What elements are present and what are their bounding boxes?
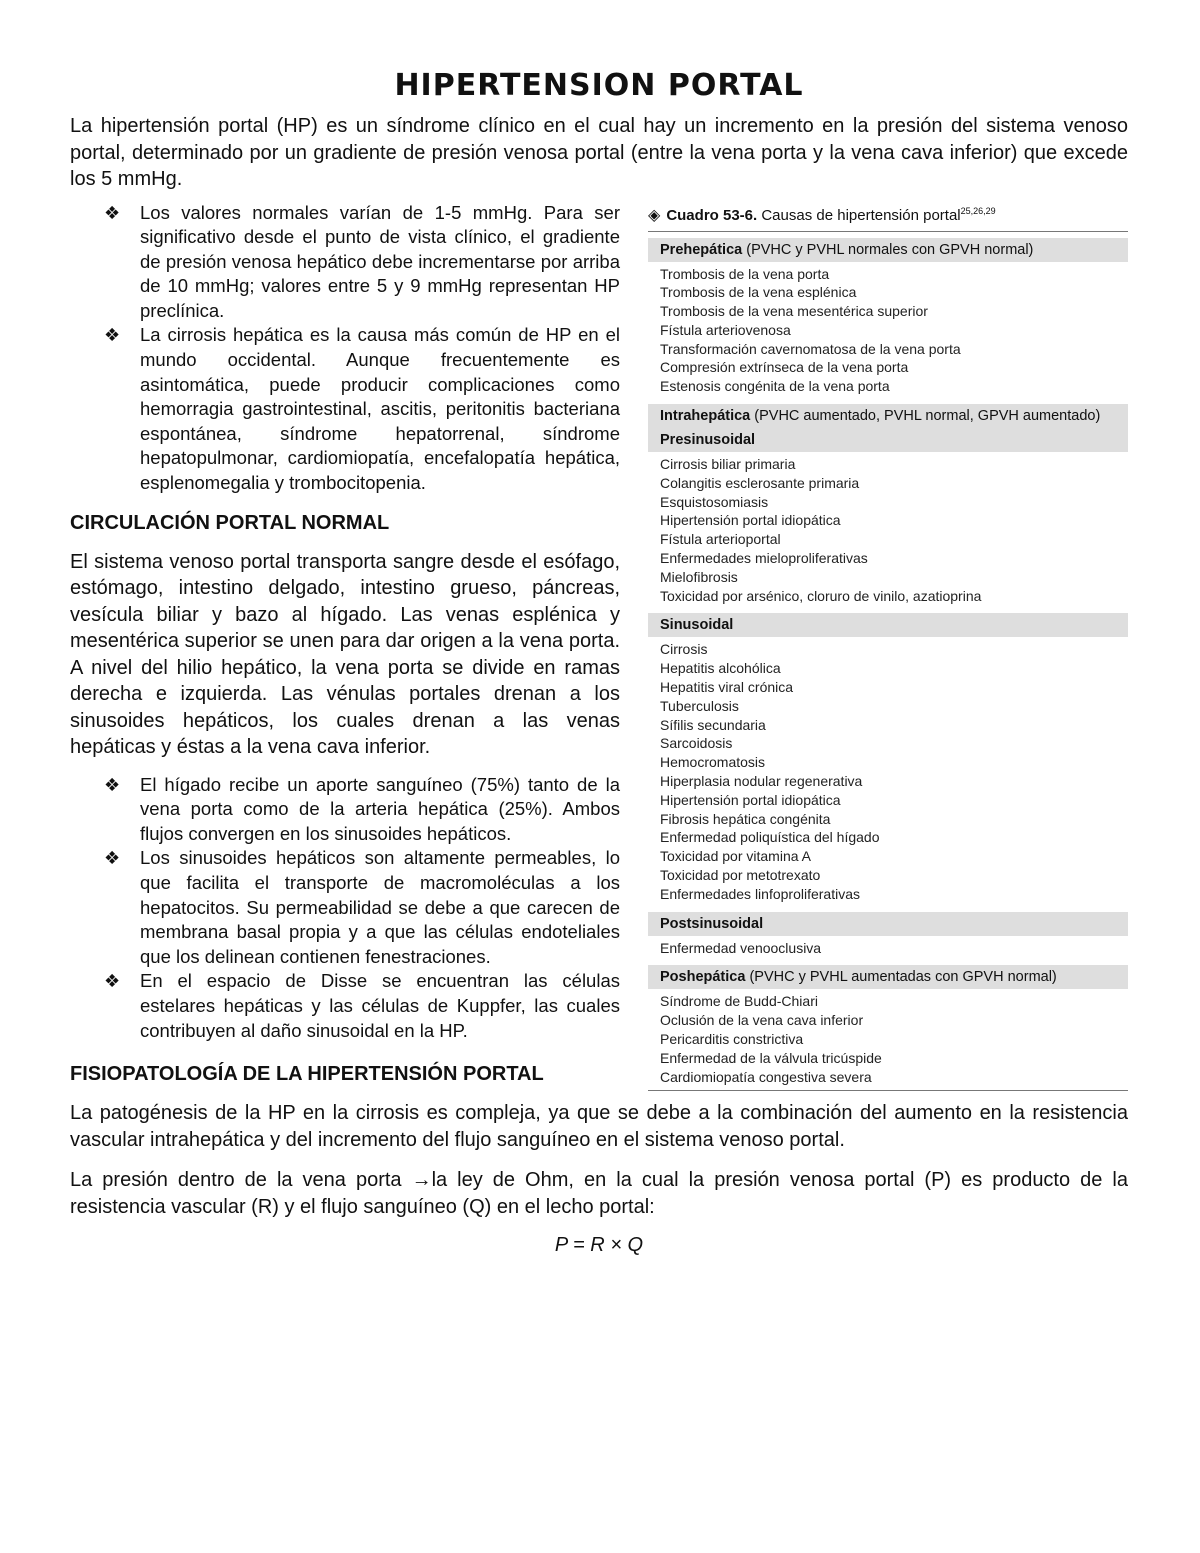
table-row: Enfermedad poliquística del hígado (660, 829, 880, 846)
table-row: Sarcoidosis (660, 735, 733, 752)
table-row: Trombosis de la vena esplénica (660, 284, 857, 301)
section-heading-circulation: CIRCULACIÓN PORTAL NORMAL (70, 511, 390, 534)
table-row: Cirrosis (660, 641, 708, 658)
table-row: Toxicidad por vitamina A (660, 848, 811, 865)
table-row: Fístula arteriovenosa (660, 321, 791, 338)
diamond-bullet-icon: ❖ (104, 971, 121, 992)
bullet-item (104, 846, 1128, 969)
diamond-bullet-icon: ❖ (104, 325, 121, 346)
table-row: Trombosis de la vena mesentérica superior (660, 303, 928, 320)
table-row: Compresión extrínseca de la vena porta (660, 359, 909, 376)
ohm-formula: P = R × Q (554, 1234, 644, 1257)
table-row: Estenosis congénita de la vena porta (660, 378, 890, 395)
bullet-text: Los sinusoides hepáticos son altamente permeables, lo que facilita el transporte de macromoléculas a los hepatocitos. Su permeabilidad se debe a que carecen de membrana basal propia y a que las células endoteliales que los delinean contienen fenestraciones. (140, 847, 620, 967)
table-row: Hepatitis viral crónica (660, 679, 794, 696)
table-row: Pericarditis constrictiva (660, 1031, 804, 1047)
diamond-bullet-icon: ❖ (104, 848, 121, 869)
table-row: Sífilis secundaria (660, 716, 766, 733)
table-row: Toxicidad por metotrexato (660, 867, 821, 884)
circulation-paragraph: El sistema venoso portal transporta sangre desde el esófago, estómago, intestino delgado, intestino grueso, páncreas, vesícula biliar y bazo al hígado. Las venas esplénica y mesentérica superior se unen para dar origen a la vena porta. A nivel del hilio hepático, la vena porta se divide en ramas derecha e izquierda. Las vénulas portales drenan a los sinusoides hepáticos, los cuales drenan a las venas hepáticas y éstas a la vena cava inferior. (70, 550, 620, 759)
bullet-text: Los valores normales varían de 1-5 mmHg. Para ser significativo desde el punto de vista clínico, el gradiente de presión venosa hepático debe incrementarse por arriba de 10 mmHg; valores entre 5 y 9 mmHg representan HP preclínica. (140, 201, 620, 321)
intro-paragraph: La hipertensión portal (HP) es un síndrome clínico en el cual hay un incremento en la presión del sistema venoso portal, determinado por un gradiente de presión venosa portal (entre la vena porta y la vena cava inferior) que excede los 5 mmHg. (70, 115, 1128, 190)
section-name: Intrahepática (660, 408, 751, 425)
table-row: Hipertensión portal idiopática (660, 512, 841, 529)
table-row: Fibrosis hepática congénita (660, 810, 831, 827)
table-row: Toxicidad por arsénico, cloruro de vinilo, azatioprina (660, 587, 982, 604)
table-row: Transformación cavernomatosa de la vena porta (660, 340, 961, 357)
table-row: Hemocromatosis (660, 754, 766, 771)
section-name: Postsinusoidal (660, 915, 764, 932)
section-note: (PVHC aumentado, PVHL normal, GPVH aumentado) (754, 408, 1101, 425)
table-row: Colangitis esclerosante primaria (660, 474, 860, 491)
section-name: Poshepática (660, 969, 746, 986)
physiopathology-paragraph-2: La presión dentro de la vena porta →la ley de Ohm, en la cual la presión venosa portal (P) es producto de la resistencia vascular (R) y el flujo sanguíneo (Q) en el lecho portal: (70, 1169, 1128, 1218)
table-section-header (648, 613, 1128, 637)
diamond-icon: ◈ (648, 206, 661, 224)
bullet-text: En el espacio de Disse se encuentran las células estelares hepáticas y las células de Kuppfer, las cuales contribuyen al daño sinusoidal en la HP. (140, 970, 620, 1041)
bullet-text: La cirrosis hepática es la causa más común de HP en el mundo occidental. Aunque frecuentemente es asintomática, puede producir complicaciones como hemorragia gastrointestinal, ascitis, peritonitis bacteriana espontánea, síndrome hepatorrenal, síndrome hepatopulmonar, cardiomiopatía, encefalopatía hepática, esplenomegalia y trombocitopenia. (140, 324, 620, 494)
diamond-bullet-icon: ❖ (104, 774, 121, 795)
page-title: HIPERTENSION PORTAL (394, 68, 804, 103)
box-caption: Causas de hipertensión portal (761, 206, 961, 224)
diamond-bullet-icon: ❖ (104, 202, 121, 223)
bullet-item (104, 323, 1128, 495)
bullet-item (104, 773, 1128, 847)
table-row: Enfermedad venooclusiva (660, 939, 822, 956)
intro-bullet-list (70, 201, 1128, 496)
section-name: Presinusoidal (660, 432, 756, 449)
table-row: Síndrome de Budd-Chiari (660, 993, 818, 1010)
table-row: Esquistosomiasis (660, 493, 769, 510)
table-row: Enfermedades linfoproliferativas (660, 885, 860, 902)
section-note: (PVHC y PVHL aumentadas con GPVH normal) (749, 969, 1057, 986)
circulation-bullet-list (70, 773, 1128, 1044)
bullet-item (104, 201, 1128, 324)
table-row: Trombosis de la vena porta (660, 265, 830, 282)
table-row: Enfermedades mieloproliferativas (660, 550, 868, 567)
bullet-item (104, 969, 1128, 1043)
table-row: Enfermedad de la válvula tricúspide (660, 1049, 882, 1066)
physiopathology-paragraph-1: La patogénesis de la HP en la cirrosis es compleja, ya que se debe a la combinación del aumento en la resistencia vascular intrahepática y del incremento del flujo sanguíneo en el sistema venoso portal. (70, 1102, 1128, 1151)
table-row: Cirrosis biliar primaria (660, 456, 796, 473)
section-note: (PVHC y PVHL normales con GPVH normal) (746, 241, 1034, 258)
table-row: Oclusión de la vena cava inferior (660, 1012, 864, 1029)
bullet-text: El hígado recibe un aporte sanguíneo (75%) tanto de la vena porta como de la arteria hepática (25%). Ambos flujos convergen en los sinusoides hepáticos. (140, 773, 620, 844)
section-heading-physiopathology: FISIOPATOLOGÍA DE LA HIPERTENSIÓN PORTAL (70, 1063, 544, 1086)
box-bottom-rule (648, 1090, 1128, 1091)
section-name: Sinusoidal (660, 617, 734, 634)
box-refs: 25,26,29 (960, 205, 996, 216)
section-name: Prehepática (660, 241, 743, 258)
table-row: Hiperplasia nodular regenerativa (660, 773, 863, 790)
table-row: Hepatitis alcohólica (660, 660, 781, 677)
table-row: Fístula arterioportal (660, 531, 781, 548)
table-row: Mielofibrosis (660, 568, 738, 585)
document-page (70, 68, 1128, 1257)
table-row: Hipertensión portal idiopática (660, 791, 841, 808)
table-row: Tuberculosis (660, 697, 739, 714)
table-row: Cardiomiopatía congestiva severa (660, 1068, 872, 1085)
box-label: Cuadro 53-6. (666, 206, 758, 224)
